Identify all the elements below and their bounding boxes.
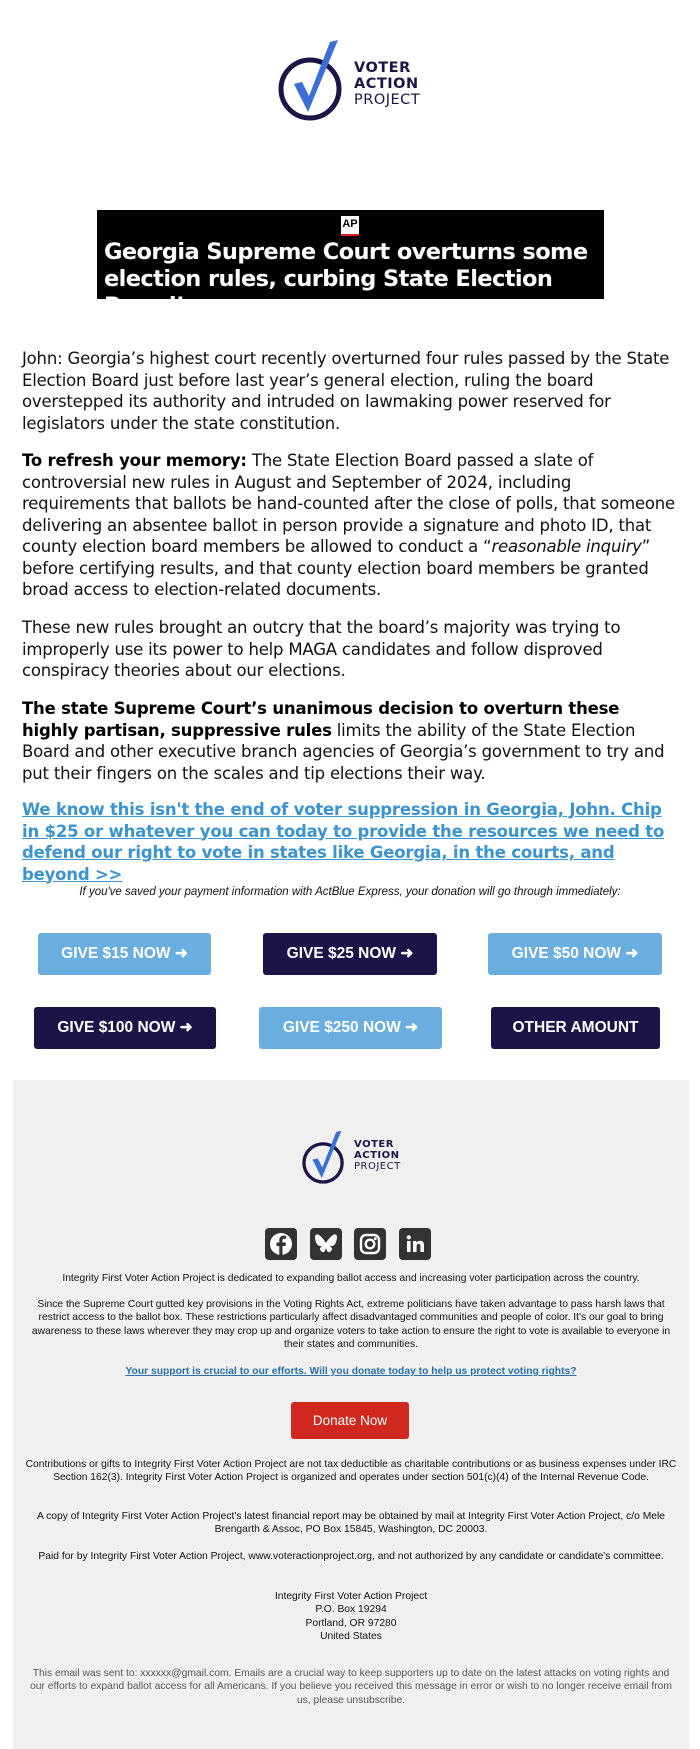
address-city: Portland, OR 97280 bbox=[305, 1617, 397, 1629]
paragraph-decision bbox=[22, 698, 677, 784]
give-25-button[interactable]: GIVE $25 NOW ➜ bbox=[263, 933, 437, 975]
donate-now-button[interactable]: Donate Now bbox=[291, 1402, 409, 1439]
paragraph-refresh bbox=[22, 450, 677, 601]
paragraph-intro: John: Georgia’s highest court recently overturned four rules passed by the State Election Board just before last year’s general election, ruling the board overstepped its authority and intruded on lawmaking power reserved for legislators under the state constitution. bbox=[22, 349, 670, 433]
address-name: Integrity First Voter Action Project bbox=[274, 1591, 428, 1602]
footer-mission: Integrity First Voter Action Project is dedicated to expanding ballot access and increasing voter participation across the country. bbox=[62, 1273, 640, 1284]
ap-badge: AP bbox=[341, 216, 359, 234]
footer-logo-wordmark bbox=[354, 1139, 401, 1173]
footer-tax-note: Contributions or gifts to Integrity First Voter Action Project are not tax deductible as charitable contributions or as business expenses under IRC Section 162(3). Integrity First Voter Action Project is organized and operates under section 501(c)(4) of the Internal Revenue Code. bbox=[25, 1459, 677, 1484]
give-50-button[interactable]: GIVE $50 NOW ➜ bbox=[488, 933, 662, 975]
logo-line-voter: VOTER bbox=[354, 60, 411, 76]
cta-paragraph bbox=[22, 799, 677, 885]
instagram-icon[interactable] bbox=[354, 1228, 386, 1260]
address-box: P.O. Box 19294 bbox=[315, 1604, 387, 1616]
footer bbox=[13, 1080, 689, 1749]
refresh-label: To refresh your memory: bbox=[22, 451, 247, 470]
give-15-button[interactable]: GIVE $15 NOW ➜ bbox=[38, 933, 211, 975]
logo-wordmark bbox=[354, 60, 420, 109]
decision-text: limits the ability of the State Election Board and other executive branch agencies of Georgia’s government to try and put their fingers on the scales and tip elections their way. bbox=[22, 720, 665, 783]
footer-financial-report: A copy of Integrity First Voter Action Project's latest financial report may be obtained by mail at Integrity First Voter Action Project, c/o Mele Brengarth & Assoc, PO Box 15845, Washington, DC 20003. bbox=[36, 1511, 666, 1536]
logo-line-project: PROJECT bbox=[354, 92, 421, 109]
logo-line-action: ACTION bbox=[354, 76, 419, 93]
support-donate-link[interactable]: Your support is crucial to our efforts. Will you donate today to help us protect voting rights? bbox=[125, 1366, 577, 1377]
donate-cta-link[interactable]: We know this isn't the end of voter suppression in Georgia, John. Chip in $25 or whatever you can today to provide the resources we need to defend our right to vote in states like Georgia, in the courts, and beyond >> bbox=[22, 800, 665, 884]
linkedin-icon[interactable] bbox=[399, 1228, 431, 1260]
facebook-icon[interactable] bbox=[265, 1228, 297, 1260]
footer-sent-to: This email was sent to: xxxxxx@gmail.com. Emails are a crucial way to keep supporters up to date on the latest attacks on voting rights and our efforts to expand ballot access for all Americans. If you believe you received this message in error or wish to no longer receive email from us, please unsubscribe. bbox=[30, 1668, 672, 1706]
refresh-italic: reasonable inquiry bbox=[491, 537, 642, 556]
bluesky-icon[interactable] bbox=[310, 1228, 342, 1260]
actblue-express-note: If you've saved your payment information with ActBlue Express, your donation will go through immediately: bbox=[79, 886, 621, 898]
give-250-button[interactable]: GIVE $250 NOW ➜ bbox=[259, 1007, 442, 1049]
footer-paid-for: Paid for by Integrity First Voter Action Project, www.voteractionproject.org, and not authorized by any candidate or candidate's committee. bbox=[38, 1551, 664, 1562]
article-headline: Georgia Supreme Court overturns some election rules, curbing State Election Board’s power bbox=[104, 239, 588, 319]
address-country: United States bbox=[320, 1631, 382, 1643]
footer-logo-line-project: PROJECT bbox=[354, 1161, 401, 1173]
other-amount-button[interactable]: OTHER AMOUNT bbox=[491, 1007, 660, 1049]
footer-context: Since the Supreme Court gutted key provisions in the Voting Rights Act, extreme politicians have taken advantage to pass harsh laws that restrict access to the ballot box. These restrictions particularly affect disadvantaged communities and people of color. It's our goal to bring awareness to these laws wherever they may crop up and organize voters to take action to ensure the right to vote is available to everyone in their states and communities. bbox=[31, 1299, 671, 1351]
voter-action-project-logo[interactable] bbox=[278, 36, 428, 130]
footer-logo-line-voter: VOTER bbox=[354, 1139, 394, 1150]
footer-logo-line-action: ACTION bbox=[354, 1150, 400, 1162]
give-100-button[interactable]: GIVE $100 NOW ➜ bbox=[34, 1007, 216, 1049]
article-banner-image[interactable] bbox=[97, 210, 604, 319]
paragraph-outcry: These new rules brought an outcry that the board’s majority was trying to improperly use its power to help MAGA candidates and follow disproved conspiracy theories about our elections. bbox=[22, 618, 621, 680]
footer-logo[interactable] bbox=[302, 1127, 412, 1191]
refresh-text-b: ” before certifying results, and that county election board members be granted broad access to election-related documents. bbox=[22, 537, 651, 599]
refresh-text-a: The State Election Board passed a slate of controversial new rules in August and September of 2024, including requirements that ballots be hand-counted after the close of polls, that someone delivering an absentee ballot in person provide a signature and photo ID, that county election board members be allowed to conduct a “ bbox=[22, 451, 675, 556]
decision-bold: The state Supreme Court’s unanimous decision to overturn these highly partisan, suppressive rules bbox=[22, 699, 620, 740]
check-circle-icon bbox=[278, 36, 348, 130]
footer-address bbox=[25, 1590, 677, 1644]
check-circle-icon bbox=[302, 1127, 348, 1191]
